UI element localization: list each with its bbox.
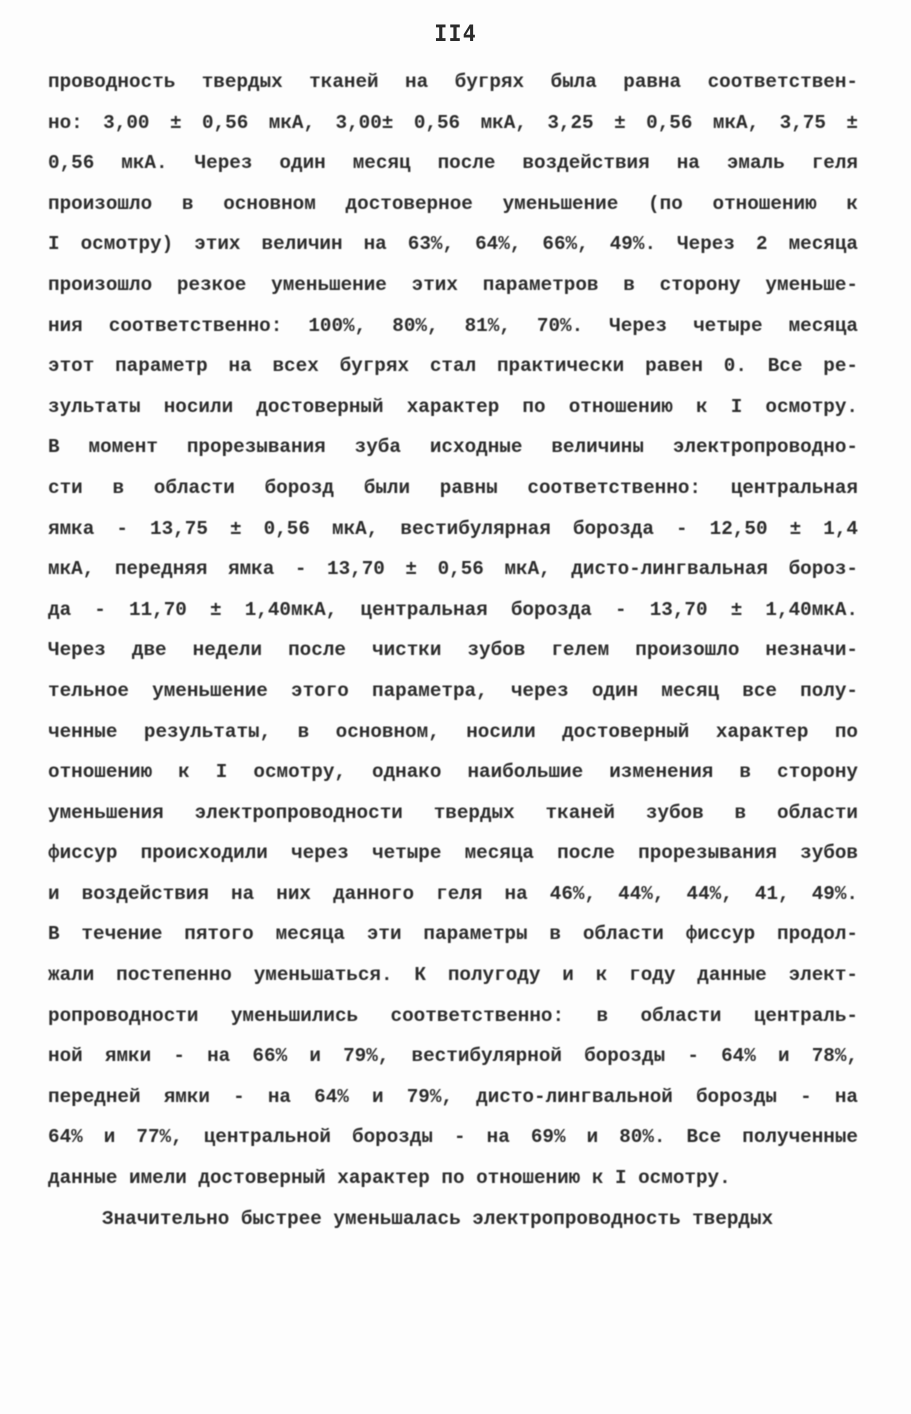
- text-line: ной ямки - на 66% и 79%, вестибулярной борозды - 64% и 78%,: [48, 1045, 858, 1068]
- text-line: жали постепенно уменьшаться. К полугоду и к году данные элект-: [48, 964, 858, 987]
- text-line: ямка - 13,75 ± 0,56 мкА, вестибулярная борозда - 12,50 ± 1,4: [48, 517, 858, 540]
- text-line: 0,56 мкА. Через один месяц после воздействия на эмаль геля: [48, 152, 858, 175]
- text-line: зультаты носили достоверный характер по отношению к I осмотру.: [48, 395, 858, 418]
- text-line: Через две недели после чистки зубов гелем произошло незначи-: [48, 639, 858, 662]
- text-line: ченные результаты, в основном, носили достоверный характер по: [48, 720, 858, 743]
- text-line: Значительно быстрее уменьшалась электропроводность твердых: [102, 1207, 774, 1230]
- text-line: передней ямки - на 64% и 79%, дисто-лингвальной борозды - на: [48, 1085, 858, 1108]
- text-line: да - 11,70 ± 1,40мкА, центральная борозда - 13,70 ± 1,40мкА.: [48, 598, 858, 621]
- text-line: В момент прорезывания зуба исходные величины электропроводно-: [48, 436, 858, 459]
- text-line: I осмотру) этих величин на 63%, 64%, 66%, 49%. Через 2 месяца: [48, 233, 858, 256]
- text-line: этот параметр на всех бугрях стал практически равен 0. Все ре-: [48, 355, 858, 378]
- text-line: и воздействия на них данного геля на 46%, 44%, 44%, 41, 49%.: [48, 882, 858, 905]
- text-line: сти в области борозд были равны соответственно: центральная: [48, 476, 858, 499]
- page-number: II4: [434, 22, 477, 47]
- text-line: тельное уменьшение этого параметра, через один месяц все полу-: [48, 679, 858, 702]
- text-line: ния соответственно: 100%, 80%, 81%, 70%. Через четыре месяца: [48, 314, 858, 337]
- text-line: но: 3,00 ± 0,56 мкА, 3,00± 0,56 мкА, 3,25 ± 0,56 мкА, 3,75 ±: [48, 111, 858, 134]
- text-line: отношению к I осмотру, однако наибольшие изменения в сторону: [48, 761, 858, 784]
- body-text: [48, 62, 858, 1239]
- text-line: 64% и 77%, центральной борозды - на 69% и 80%. Все полученные: [48, 1126, 858, 1149]
- text-line: произошло резкое уменьшение этих параметров в сторону уменьше-: [48, 273, 858, 296]
- text-line: ропроводности уменьшились соответственно: в области централь-: [48, 1004, 858, 1027]
- text-line: уменьшения электропроводности твердых тканей зубов в области: [48, 801, 858, 824]
- text-line: В течение пятого месяца эти параметры в области фиссур продол-: [48, 923, 858, 946]
- text-line: мкА, передняя ямка - 13,70 ± 0,56 мкА, дисто-лингвальная бороз-: [48, 558, 858, 581]
- text-line: проводность твердых тканей на бугрях была равна соответствен-: [48, 71, 858, 93]
- text-line: фиссур происходили через четыре месяца после прорезывания зубов: [48, 842, 858, 865]
- text-line: произошло в основном достоверное уменьшение (по отношению к: [48, 192, 858, 215]
- text-line: данные имели достоверный характер по отношению к I осмотру.: [48, 1167, 731, 1190]
